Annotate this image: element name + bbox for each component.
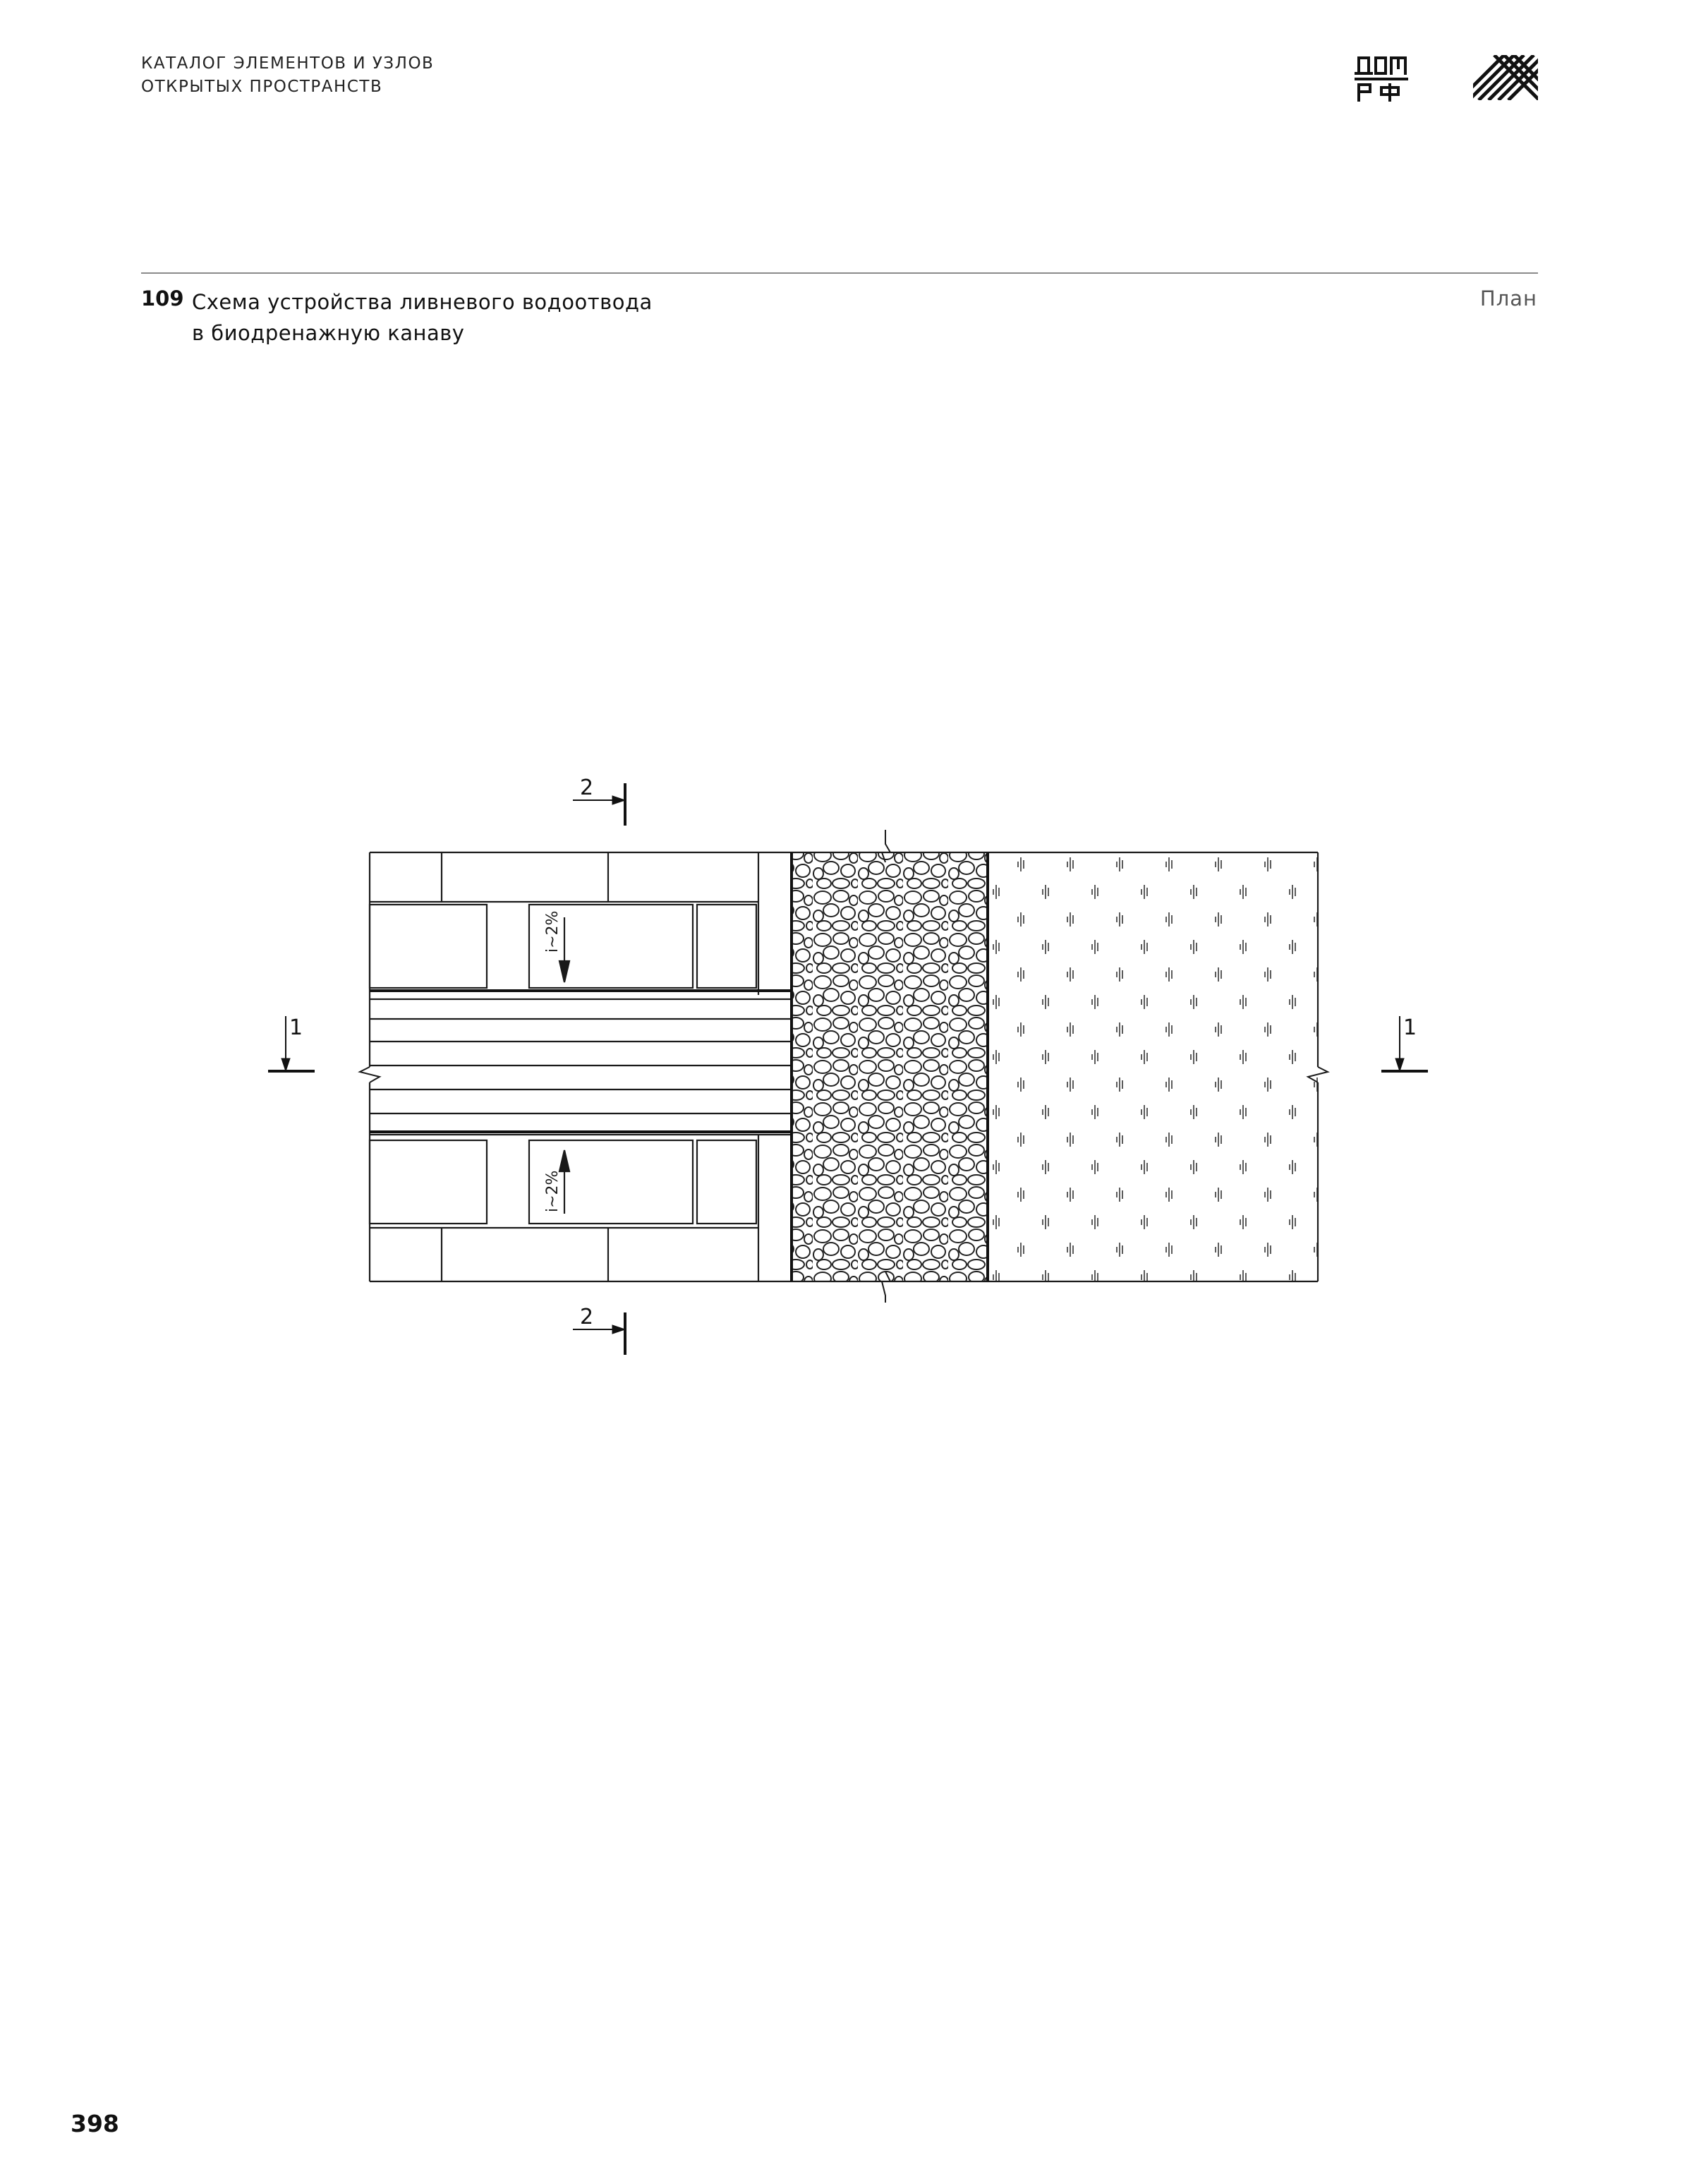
gravel-trench-fill [792, 852, 988, 1281]
header-line-1: КАТАЛОГ ЭЛЕМЕНТОВ И УЗЛОВ [141, 54, 435, 73]
figure-number: 109 [141, 286, 184, 310]
slope-label-top: i~2% [544, 910, 562, 953]
figure-title-line-2: в биодренажную канаву [192, 321, 465, 345]
header-line-2: ОТКРЫТЫХ ПРОСТРАНСТВ [141, 78, 383, 96]
section-arrow-top [612, 796, 625, 804]
section-label-bottom: 2 [580, 1305, 594, 1329]
section-arrow-bottom [612, 1325, 625, 1334]
section-arrow-left [281, 1058, 290, 1071]
section-label-top: 2 [580, 775, 594, 800]
page-number: 398 [71, 2110, 119, 2137]
view-label: План [1479, 286, 1537, 310]
section-label-right: 1 [1403, 1015, 1417, 1040]
slope-arrow-top [559, 961, 569, 982]
section-label-left: 1 [289, 1015, 303, 1040]
break-symbol-left [360, 1067, 380, 1082]
slope-label-bottom: i~2% [544, 1170, 562, 1212]
section-arrow-right [1395, 1058, 1404, 1071]
figure-title-line-1: Схема устройства ливневого водоотвода [192, 290, 653, 314]
slope-arrow-bottom [559, 1150, 569, 1171]
grass-area-fill [988, 852, 1318, 1281]
